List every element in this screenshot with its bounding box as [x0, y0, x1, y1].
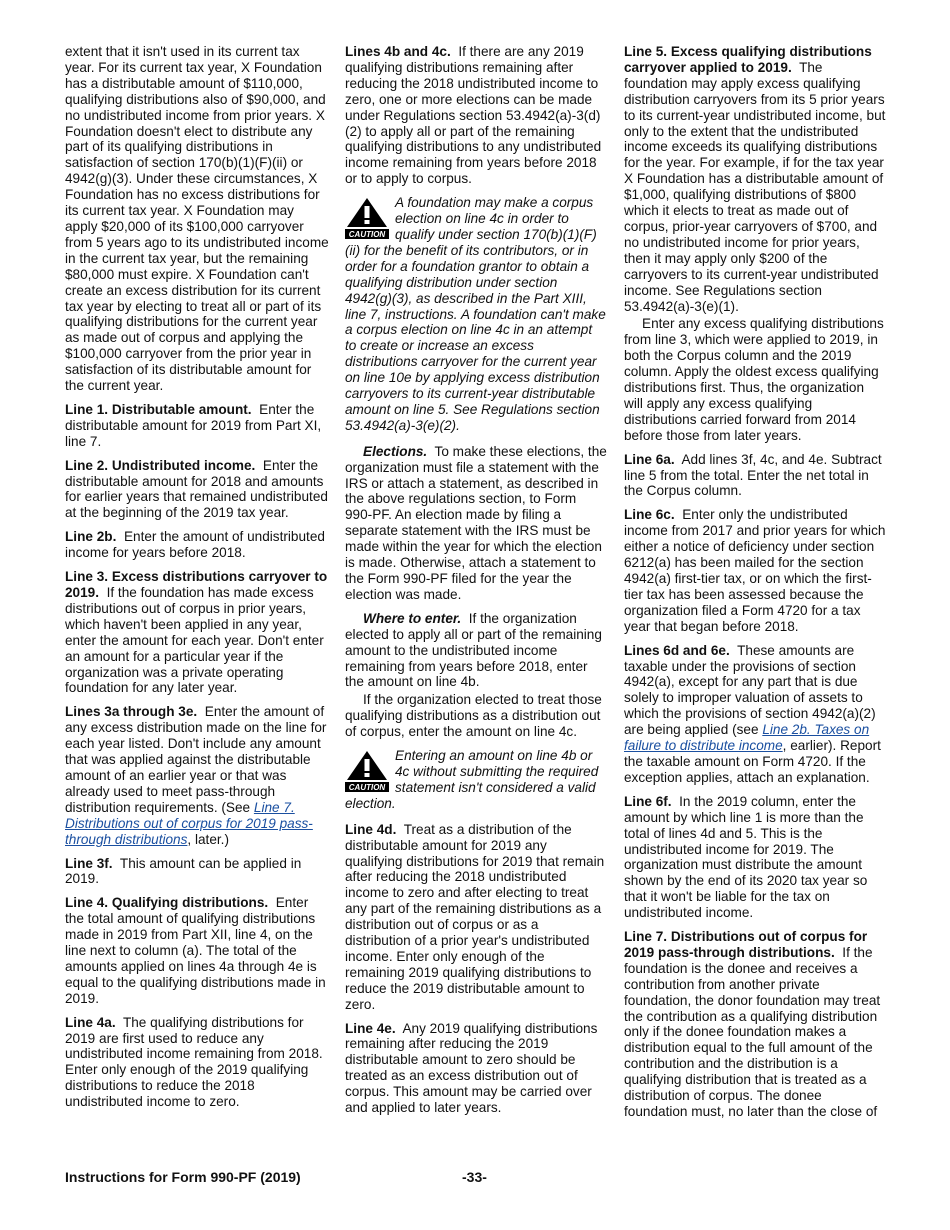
line-4e-text: Any 2019 qualifying distributions remaining after reducing the 2019 distributable amount to zero should be treated as an excess distribution out of corpus. This amount may be carried over and applied to later years. — [345, 1020, 598, 1116]
line-2-text: Enter the distributable amount for 2018 and amounts for earlier years that remained undistributed at the beginning of the 2019 tax year. — [65, 457, 328, 521]
line-2b-cross-reference-link[interactable]: Line 2b. Taxes on failure to distribute income — [624, 722, 870, 754]
line-2b-text: Enter the amount of undistributed income for years before 2018. — [65, 529, 325, 561]
line-7-heading: Line 7. Distributions out of corpus for 2019 pass-through distributions. — [624, 929, 868, 960]
line-4d-heading: Line 4d. — [345, 821, 397, 837]
line-6c-paragraph — [624, 507, 886, 634]
line-4-text: Enter the total amount of qualifying distributions made in 2019 from Part XII, line 4, on the line next to column (a). The total of the amounts applied on lines 4a through 4e is equal to the qualifying distributions made in 2019. — [65, 895, 326, 1006]
line-4bc-paragraph — [345, 44, 607, 187]
footer-form-title: Instructions for Form 990-PF (2019) — [65, 1169, 301, 1185]
line-2-paragraph — [65, 458, 330, 522]
line-5-paragraph — [624, 44, 886, 314]
caution-label: CAUTION — [348, 230, 386, 240]
line-1-heading: Line 1. Distributable amount. — [65, 401, 252, 417]
caution-icon — [345, 197, 389, 239]
caution-text-1: A foundation may make a corpus election on line 4c in order to qualify under section 170(b)(1)(F)(ii) for the benefit of its contributors, or in order for a foundation grantor to obtain a qualifying distribution under section 4942(g)(3), as described in the Part XIII, line 7, instructions. A foundation can't make a corpus election on line 4c in an attempt to create or increase an excess distributions carryover for the current year on line 10e by applying excess distribution carryovers to its current-year distributable amount on line 5. See Regulations section 53.4942(a)-3(e)(2). — [345, 195, 606, 433]
line-3a-text: Enter the amount of any excess distribution made on the line for each year listed. Don't include any amount that was applied against the distributable amount of an earlier year or that was already used to meet pass-through distribution requirements. (See — [65, 704, 327, 815]
line-5-heading: Line 5. Excess qualifying distributions carryover applied to 2019. — [624, 44, 872, 75]
page-number: -33- — [462, 1169, 487, 1185]
line-3a-heading: Lines 3a through 3e. — [65, 704, 198, 720]
line-6f-text: In the 2019 column, enter the amount by which line 1 is more than the total of lines 4d and 5. This is the undistributed income for 2019. The organization must distribute the amount shown by the end of its 2020 tax year so that it won't be liable for the tax on undistributed income. — [624, 793, 868, 921]
line-2b-heading: Line 2b. — [65, 529, 117, 545]
caution-note-valid-election — [345, 748, 607, 812]
line-6f-heading: Line 6f. — [624, 793, 672, 809]
line-4bc-heading: Lines 4b and 4c. — [345, 44, 451, 59]
line-2-heading: Line 2. Undistributed income. — [65, 457, 256, 473]
line-6a-heading: Line 6a. — [624, 451, 675, 467]
elections-paragraph — [345, 444, 607, 603]
line-4a-paragraph — [65, 1015, 330, 1110]
line-7-paragraph — [624, 929, 886, 1120]
line-7-cross-reference-link[interactable]: Line 7. Distributions out of corpus for 2019 pass-through distributions — [65, 799, 313, 847]
line-6f-paragraph — [624, 794, 886, 921]
caution-text-2: Entering an amount on line 4b or 4c without submitting the required statement isn't considered a valid election. — [345, 748, 599, 811]
line-1-text: Enter the distributable amount for 2019 from Part XI, line 7. — [65, 401, 322, 449]
caution-label: CAUTION — [348, 783, 386, 793]
line-6de-text: These amounts are taxable under the provisions of section 4942(a), except for any part that is due solely to improper valuation of assets to which the provisions of section 4942(a)(2) are being applied (see — [624, 642, 876, 738]
line-4d-text: Treat as a distribution of the distributable amount for 2019 any qualifying distributions for 2019 that remain after reducing the 2018 undistributed income to zero and after electing to treat any part of the remaining distributions as a distribution out of corpus or as a distribution of a prior year's undistributed income. Enter only enough of the remaining 2019 qualifying distributions to reduce the 2019 distributable amount to zero. — [345, 821, 605, 1012]
line-4e-heading: Line 4e. — [345, 1020, 396, 1036]
where-to-enter-paragraph-2: If the organization elected to treat those qualifying distributions as a distribution out of corpus, enter the amount on line 4c. — [345, 692, 602, 740]
line-3-paragraph — [65, 569, 330, 696]
line-4a-text: The qualifying distributions for 2019 are first used to reduce any undistributed income remaining from 2018. Enter only enough of the 2019 qualifying distributions to reduce the 2018 undistributed income to zero. — [65, 1014, 323, 1110]
line-4e-paragraph — [345, 1021, 607, 1116]
caution-icon — [345, 750, 389, 792]
paragraph-example-continued: extent that it isn't used in its current tax year. For its current tax year, X Foundation has a distributable amount of $110,000, qualifying distributions also of $90,000, and no undistributed income from prior years. X Foundation doesn't elect to distribute any part of its qualifying distributions in satisfaction of section 170(b)(1)(F)(ii) or 4942(g)(3). Under these circumstances, X Foundation has no excess distributions for its current tax year. X Foundation may apply $20,000 of its $100,000 carryover from 5 years ago to its undistributed income in the current tax year, but the remaining $80,000 must expire. X Foundation can't create an excess distribution for its current tax year by electing to treat all or part of its qualifying distributions for the current year as made out of corpus and applying the $100,000 carryover from the prior year in satisfaction of its distributable amount for the current year. — [65, 44, 329, 394]
line-6c-heading: Line 6c. — [624, 507, 675, 523]
column-3 — [624, 44, 886, 1128]
line-4bc-text: If there are any 2019 qualifying distributions remaining after reducing the 2018 undistributed income to zero, one or more elections can be made under Regulations section 53.4942(a)-3(d)(2) to apply all or part of the remaining qualifying distributions to any undistributed income remaining from years before 2018 or to apply to corpus. — [345, 44, 602, 187]
line-5-paragraph-2: Enter any excess qualifying distributions from line 3, which were applied to 2019, in both the Corpus column and the 2019 column. Apply the oldest excess qualifying distributions first. Thus, the organization will apply any excess qualifying distributions carried forward from 2014 before those from later years. — [624, 316, 884, 443]
line-6de-paragraph — [624, 643, 886, 786]
column-2 — [345, 44, 607, 1124]
line-6c-text: Enter only the undistributed income from 2017 and prior years for which either a notice of deficiency under section 6212(a) has been mailed for the section 4942(a) first-tier tax, or on which the first-tier tax has been assessed because the organization filed a Form 4720 for a tax year that began before 2018. — [624, 507, 886, 634]
line-6a-paragraph — [624, 452, 886, 500]
line-6de-heading: Lines 6d and 6e. — [624, 642, 730, 658]
elections-text: To make these elections, the organization must file a statement with the IRS or attach a statement, as described in the above regulations section, to Form 990-PF. An election made by filing a separate statement with the IRS must be made within the year for which the election is made. Otherwise, attach a statement to the Form 990-PF filed for the year the election was made. — [345, 443, 607, 602]
line-6a-text: Add lines 3f, 4c, and 4e. Subtract line 5 from the total. Enter the net total in the Corpus column. — [624, 451, 882, 499]
line-4a-heading: Line 4a. — [65, 1014, 116, 1030]
line-3f-text: This amount can be applied in 2019. — [65, 855, 302, 887]
line-2b-paragraph — [65, 529, 330, 561]
line-3-text: If the foundation has made excess distributions out of corpus in prior years, which haven't been applied in any year, enter the amount for each year. Don't enter an amount for a particular year if the organization was a private operating foundation for any later year. — [65, 585, 324, 696]
column-1 — [65, 44, 330, 1118]
where-to-enter-heading: Where to enter. — [363, 610, 462, 626]
line-7-text: If the foundation is the donee and receives a contribution from another private foundation, the donor foundation may treat the contribution as a qualifying distribution only if the donee foundation makes a distribution equal to the full amount of the contribution and the distribution is a qualifying distribution that is treated as a distribution of corpus. The donee foundation must, no later than the close of — [624, 944, 881, 1119]
line-3-heading: Line 3. Excess distributions carryover to 2019. — [65, 569, 328, 600]
line-6de-after-link: , earlier). Report the taxable amount on Form 4720. If the exception applies, attach an explanation. — [624, 738, 881, 785]
line-1-paragraph — [65, 402, 330, 450]
caution-note-corpus-election — [345, 195, 607, 434]
line-5-text: The foundation may apply excess qualifying distribution carryovers from its 5 prior years to its current-year undistributed income, but only to the extent that the undistributed income exceeds its qualifying distributions for the year. For example, if for the tax year X Foundation has a distributable amount of $1,000, qualifying distributions of $800 which it elects to treat as made out of corpus, prior-year carryovers of $700, and no undistributed income for prior years, then it may apply only $200 of the carryovers to its current-year undistributed income. See Regulations section 53.4942(a)-3(e)(1). — [624, 59, 886, 314]
line-3f-heading: Line 3f. — [65, 855, 113, 871]
where-to-enter-text: If the organization elected to apply all or part of the remaining amount to the undistributed income remaining from years before 2018, enter the amount on line 4b. — [345, 610, 602, 690]
line-3a-paragraph — [65, 704, 330, 847]
line-4-heading: Line 4. Qualifying distributions. — [65, 895, 269, 911]
where-to-enter-paragraph — [345, 611, 607, 691]
elections-heading: Elections. — [363, 443, 428, 459]
line-4-paragraph — [65, 895, 330, 1006]
line-3f-paragraph — [65, 856, 330, 888]
line-4d-paragraph — [345, 822, 607, 1013]
line-3a-after-link: , later.) — [187, 831, 229, 847]
